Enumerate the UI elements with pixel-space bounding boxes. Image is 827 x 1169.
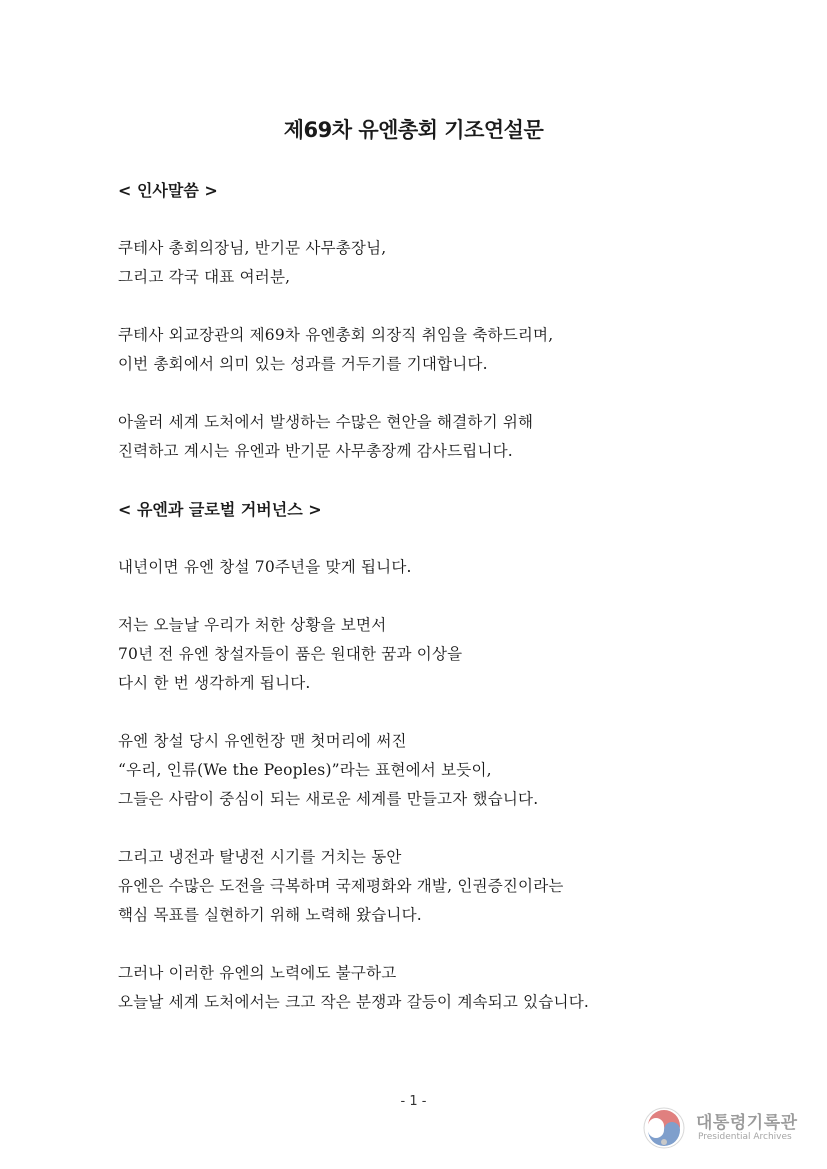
paragraph	[118, 321, 758, 379]
paragraph	[118, 843, 758, 930]
text-line: 쿠테사 총회의장님, 반기문 사무총장님,	[118, 239, 387, 257]
text-line: 그리고 냉전과 탈냉전 시기를 거치는 동안	[118, 848, 402, 866]
text-line: 유엔은 수많은 도전을 극복하며 국제평화와 개발, 인권증진이라는	[118, 877, 564, 895]
text-line: 핵심 목표를 실현하기 위해 노력해 왔습니다.	[118, 906, 422, 924]
paragraph	[118, 408, 758, 466]
text-line: 아울러 세계 도처에서 발생하는 수많은 현안을 해결하기 위해	[118, 413, 534, 431]
paragraph	[118, 611, 758, 698]
section-heading-un-global-governance: < 유엔과 글로벌 거버넌스 >	[118, 500, 322, 519]
document-body	[118, 176, 758, 1017]
document-title: 제69차 유엔총회 기조연설문	[283, 118, 544, 142]
text-line: 그리고 각국 대표 여러분,	[118, 268, 291, 286]
text-line: 쿠테사 외교장관의 제69차 유엔총회 의장직 취임을 축하드리며,	[118, 326, 554, 344]
paragraph-gap	[118, 292, 758, 321]
paragraph	[118, 727, 758, 814]
text-line: 70년 전 유엔 창설자들이 품은 원대한 꿈과 이상을	[118, 645, 463, 663]
paragraph-gap	[118, 466, 758, 495]
archives-watermark	[642, 1106, 812, 1150]
paragraph	[118, 959, 758, 1017]
taegeuk-circle-icon	[642, 1106, 686, 1150]
paragraph-gap	[118, 582, 758, 611]
paragraph-gap	[118, 698, 758, 727]
paragraph-gap	[118, 814, 758, 843]
paragraph	[118, 553, 758, 582]
text-line: 진력하고 계시는 유엔과 반기문 사무총장께 감사드립니다.	[118, 442, 513, 460]
text-line: 유엔 창설 당시 유엔헌장 맨 첫머리에 써진	[118, 732, 407, 750]
text-line: 저는 오늘날 우리가 처한 상황을 보면서	[118, 616, 387, 634]
watermark-name-en: Presidential Archives	[698, 1132, 792, 1142]
paragraph-gap	[118, 524, 758, 553]
watermark-name-kr: 대통령기록관	[696, 1113, 798, 1133]
text-line: 이번 총회에서 의미 있는 성과를 거두기를 기대합니다.	[118, 355, 488, 373]
page-number: - 1 -	[400, 1094, 427, 1109]
paragraph	[118, 234, 758, 292]
paragraph-gap	[118, 205, 758, 234]
section-heading-greeting: < 인사말씀 >	[118, 181, 218, 200]
text-line: “우리, 인류(We the Peoples)”라는 표현에서 보듯이,	[118, 761, 492, 779]
text-line: 내년이면 유엔 창설 70주년을 맞게 됩니다.	[118, 558, 412, 576]
text-line: 다시 한 번 생각하게 됩니다.	[118, 674, 311, 692]
text-line: 그들은 사람이 중심이 되는 새로운 세계를 만들고자 했습니다.	[118, 790, 539, 808]
text-line: 그러나 이러한 유엔의 노력에도 불구하고	[118, 964, 397, 982]
text-line: 오늘날 세계 도처에서는 크고 작은 분쟁과 갈등이 계속되고 있습니다.	[118, 993, 589, 1011]
paragraph-gap	[118, 930, 758, 959]
paragraph-gap	[118, 379, 758, 408]
